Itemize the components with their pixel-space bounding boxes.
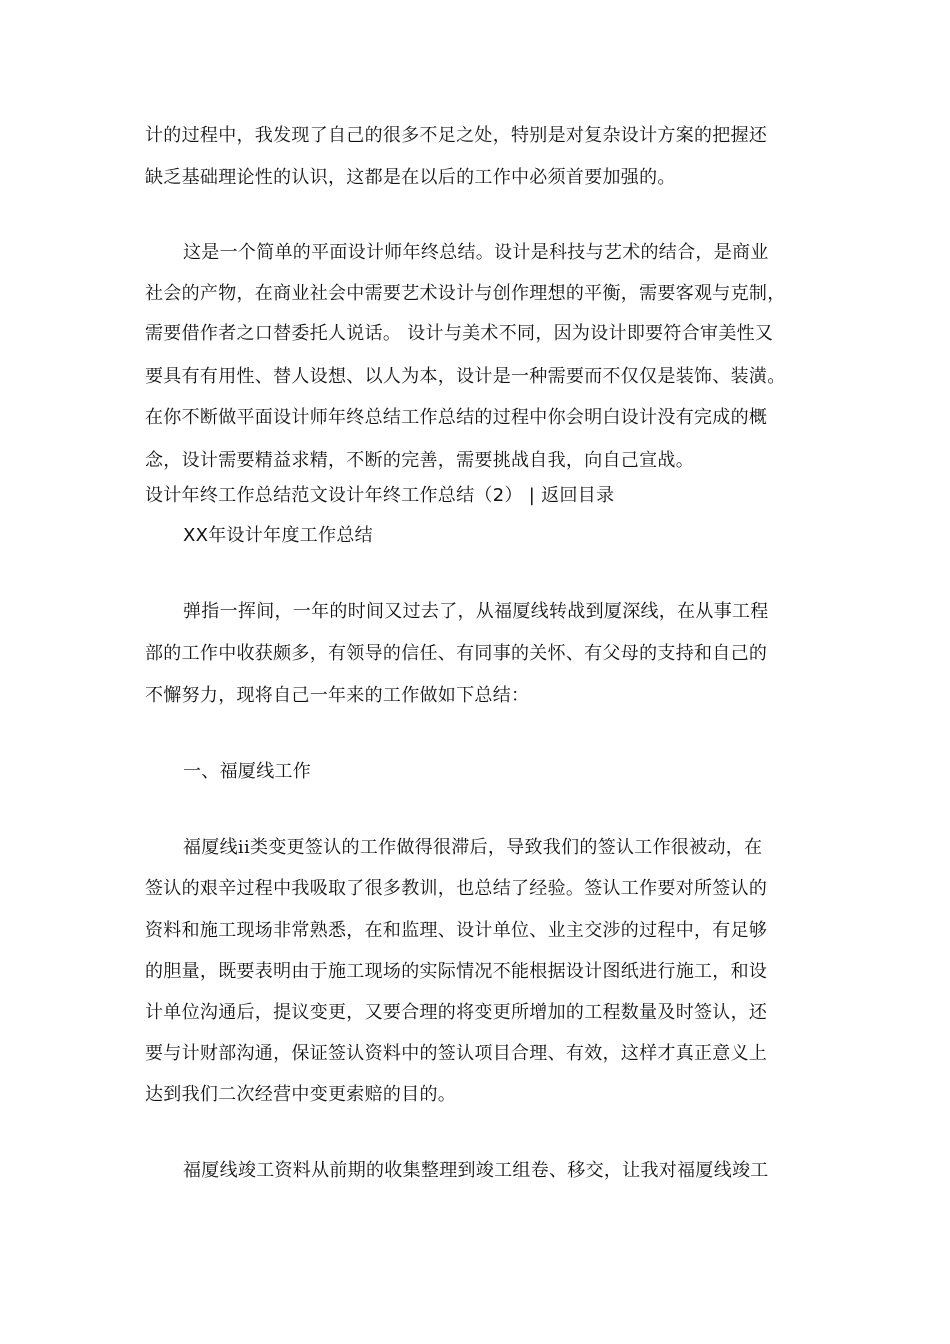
para2-line-6: 念，设计需要精益求精，不断的完善，需要挑战自我，向自己宣战。 bbox=[145, 450, 694, 471]
para2-line-1: 这是一个简单的平面设计师年终总结。设计是科技与艺术的结合，是商业 bbox=[183, 242, 769, 263]
para4-line-1: 福厦线ii类变更签认的工作做得很滞后，导致我们的签认工作很被动，在 bbox=[183, 837, 763, 858]
para3-line-2: 部的工作中收获颇多，有领导的信任、有同事的关怀、有父母的支持和自己的 bbox=[145, 643, 768, 664]
para4-line-6: 要与计财部沟通，保证签认资料中的签认项目合理、有效，这样才真正意义上 bbox=[145, 1043, 768, 1064]
para4-line-7: 达到我们二次经营中变更索赔的目的。 bbox=[145, 1084, 457, 1105]
para2-line-5: 在你不断做平面设计师年终总结工作总结的过程中你会明白设计没有完成的概 bbox=[145, 407, 768, 428]
para3-line-1: 弹指一挥间，一年的时间又过去了，从福厦线转战到厦深线，在从事工程 bbox=[183, 601, 769, 622]
subheading-fuxia-line-work: 一、福厦线工作 bbox=[183, 761, 312, 782]
para4-line-4: 的胆量，既要表明由于施工现场的实际情况不能根据设计图纸进行施工，和设 bbox=[145, 961, 768, 982]
doc-title: XX年设计年度工作总结 bbox=[183, 525, 373, 546]
para2-line-3: 需要借作者之口替委托人说话。 设计与美术不同，因为设计即要符合审美性又 bbox=[145, 323, 774, 344]
para1-line-1: 计的过程中，我发现了自己的很多不足之处，特别是对复杂设计方案的把握还 bbox=[145, 125, 768, 146]
section-heading-text: 设计年终工作总结范文设计年终工作总结（2） | bbox=[145, 485, 542, 506]
para1-line-2: 缺乏基础理论性的认识，这都是在以后的工作中必须首要加强的。 bbox=[145, 167, 676, 188]
para4-line-5: 计单位沟通后，提议变更，又要合理的将变更所增加的工程数量及时签认，还 bbox=[145, 1002, 768, 1023]
back-to-toc-link[interactable]: 返回目录 bbox=[541, 485, 615, 506]
para3-line-3: 不懈努力，现将自己一年来的工作做如下总结： bbox=[145, 685, 530, 706]
para2-line-4: 要具有有用性、替人设想、以人为本，设计是一种需要而不仅仅是装饰、装潢。 bbox=[145, 366, 786, 387]
para2-line-2: 社会的产物，在商业社会中需要艺术设计与创作理想的平衡，需要客观与克制， bbox=[145, 283, 786, 304]
para4-line-3: 资料和施工现场非常熟悉，在和监理、设计单位、业主交涉的过程中，有足够 bbox=[145, 920, 768, 941]
section-heading bbox=[145, 484, 614, 508]
para4-line-2: 签认的艰辛过程中我吸取了很多教训，也总结了经验。签认工作要对所签认的 bbox=[145, 878, 768, 899]
para5-line-1: 福厦线竣工资料从前期的收集整理到竣工组卷、移交，让我对福厦线竣工 bbox=[183, 1160, 769, 1181]
